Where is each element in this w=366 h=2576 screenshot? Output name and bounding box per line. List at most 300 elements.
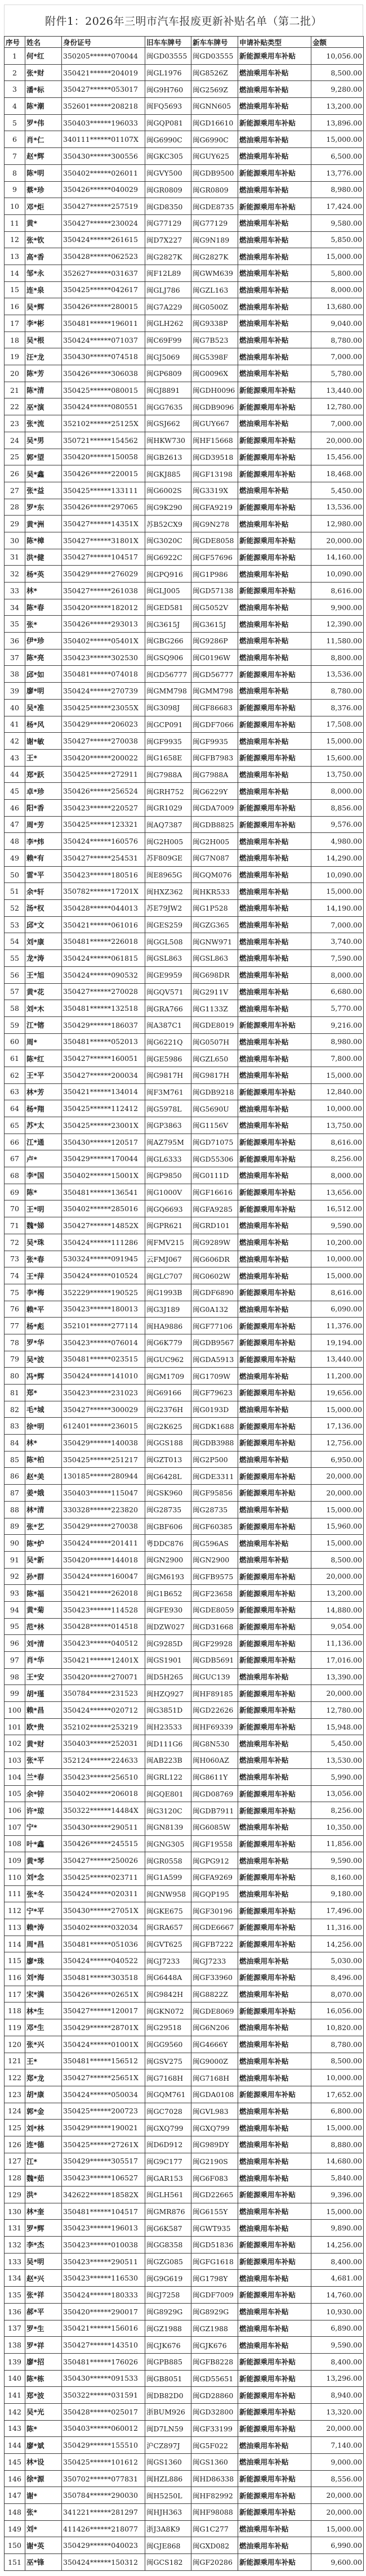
row-old-plate-cell: 闽GN8139 bbox=[145, 1818, 191, 1835]
row-id-number-cell: 352229******190525 bbox=[62, 1284, 145, 1301]
table-row bbox=[5, 2220, 364, 2237]
row-name-cell: 宋*满 bbox=[25, 1986, 62, 2002]
row-id-number-cell: 612401******236015 bbox=[62, 1418, 145, 1435]
row-amount-cell: 9,590.00 bbox=[311, 1217, 364, 1234]
row-old-plate-cell: 闽G6221Q bbox=[145, 1033, 191, 1050]
row-seq-cell: 7 bbox=[5, 148, 25, 165]
row-id-number-cell: 350424******141010 bbox=[62, 1368, 145, 1385]
row-amount-cell: 15,000.00 bbox=[311, 733, 364, 750]
row-name-cell: 江*通 bbox=[25, 1134, 62, 1150]
row-old-plate-cell: 闽GKC305 bbox=[145, 148, 191, 165]
row-subsidy-type-cell: 新能源乘用车补贴 bbox=[238, 2504, 311, 2521]
table-row bbox=[5, 2387, 364, 2404]
row-amount-cell: 6,990.00 bbox=[311, 2537, 364, 2554]
row-seq-cell: 30 bbox=[5, 532, 25, 549]
row-old-plate-cell: 闽GP9850 bbox=[145, 1167, 191, 1184]
row-amount-cell: 8,160.00 bbox=[311, 1869, 364, 1885]
row-old-plate-cell: 闽G1993B bbox=[145, 1284, 191, 1301]
row-seq-cell: 65 bbox=[5, 1117, 25, 1134]
row-amount-cell: 13,320.00 bbox=[311, 2403, 364, 2420]
table-row bbox=[5, 2253, 364, 2270]
row-seq-cell: 70 bbox=[5, 1200, 25, 1217]
row-name-cell: 陈*明 bbox=[25, 164, 62, 181]
row-seq-cell: 147 bbox=[5, 2487, 25, 2504]
row-old-plate-cell: 闽GBF606 bbox=[145, 1518, 191, 1535]
row-subsidy-type-cell: 新能源乘用车补贴 bbox=[238, 2487, 311, 2504]
row-id-number-cell: 350424******270739 bbox=[62, 683, 145, 700]
row-old-plate-cell: 闽GED581 bbox=[145, 599, 191, 616]
row-id-number-cell: 350421******134014 bbox=[62, 1083, 145, 1100]
table-row bbox=[5, 1468, 364, 1485]
row-id-number-cell: 350721******154562 bbox=[62, 432, 145, 449]
row-new-plate-cell: 闽GQM076 bbox=[191, 866, 238, 883]
row-subsidy-type-cell: 燃油乘用车补贴 bbox=[238, 281, 311, 298]
row-new-plate-cell: 闽HKR533 bbox=[191, 883, 238, 900]
row-old-plate-cell: 云FMJ067 bbox=[145, 1251, 191, 1267]
row-new-plate-cell: 闽G2H005 bbox=[191, 833, 238, 850]
row-subsidy-type-cell: 燃油乘用车补贴 bbox=[238, 181, 311, 198]
row-id-number-cell: 350423******256510 bbox=[62, 1768, 145, 1785]
row-seq-cell: 68 bbox=[5, 1167, 25, 1184]
row-name-cell: 张*祥 bbox=[25, 2287, 62, 2304]
row-old-plate-cell: 苏E79JW2 bbox=[145, 900, 191, 917]
row-name-cell: 张*钦 bbox=[25, 231, 62, 248]
row-name-cell: 杨*风 bbox=[25, 716, 62, 733]
row-subsidy-type-cell: 燃油乘用车补贴 bbox=[238, 148, 311, 165]
row-subsidy-type-cell: 燃油乘用车补贴 bbox=[238, 1451, 311, 1468]
row-subsidy-type-cell: 燃油乘用车补贴 bbox=[238, 1952, 311, 1969]
row-id-number-cell: 350421******262018 bbox=[62, 1585, 145, 1602]
row-seq-cell: 56 bbox=[5, 966, 25, 983]
row-seq-cell: 34 bbox=[5, 599, 25, 616]
row-new-plate-cell: 闽GF19558 bbox=[191, 1835, 238, 1852]
row-id-number-cell: 350424******040522 bbox=[62, 1952, 145, 1969]
table-row bbox=[5, 2120, 364, 2136]
row-seq-cell: 82 bbox=[5, 1401, 25, 1418]
row-amount-cell: 9,600.00 bbox=[311, 2554, 364, 2571]
row-id-number-cell: 350426******220015 bbox=[62, 465, 145, 482]
row-subsidy-type-cell: 燃油乘用车补贴 bbox=[238, 2203, 311, 2220]
row-old-plate-cell: 闽GJK676 bbox=[145, 2337, 191, 2354]
table-row bbox=[5, 2403, 364, 2420]
row-old-plate-cell: 闽AB223B bbox=[145, 1752, 191, 1769]
row-subsidy-type-cell: 燃油乘用车补贴 bbox=[238, 649, 311, 666]
row-subsidy-type-cell: 燃油乘用车补贴 bbox=[238, 2320, 311, 2337]
table-row bbox=[5, 1835, 364, 1852]
row-amount-cell: 7,000.00 bbox=[311, 415, 364, 432]
row-seq-cell: 139 bbox=[5, 2353, 25, 2370]
row-name-cell: 邓*炬 bbox=[25, 198, 62, 215]
row-seq-cell: 18 bbox=[5, 331, 25, 348]
row-id-number-cell: 350430******074518 bbox=[62, 348, 145, 365]
row-old-plate-cell: 闽GSL863 bbox=[145, 950, 191, 967]
row-old-plate-cell: 闽G7A229 bbox=[145, 298, 191, 315]
row-seq-cell: 100 bbox=[5, 1702, 25, 1719]
row-id-number-cell: 350429******170044 bbox=[62, 1150, 145, 1167]
row-id-number-cell: 350427******250026 bbox=[62, 1852, 145, 1869]
row-amount-cell: 8,000.00 bbox=[311, 281, 364, 298]
row-id-number-cell: 350424******180333 bbox=[62, 2287, 145, 2304]
row-id-number-cell: 350420******150058 bbox=[62, 449, 145, 465]
row-subsidy-type-cell: 燃油乘用车补贴 bbox=[238, 415, 311, 432]
row-id-number-cell: 350429******186037 bbox=[62, 1016, 145, 1033]
row-subsidy-type-cell: 燃油乘用车补贴 bbox=[238, 2220, 311, 2237]
row-seq-cell: 90 bbox=[5, 1535, 25, 1552]
row-subsidy-type-cell: 新能源乘用车补贴 bbox=[238, 499, 311, 516]
row-subsidy-type-cell: 燃油乘用车补贴 bbox=[238, 2437, 311, 2454]
row-name-cell: 洪* bbox=[25, 2187, 62, 2203]
row-id-number-cell: 350423******231023 bbox=[62, 1385, 145, 1401]
row-seq-cell: 124 bbox=[5, 2103, 25, 2120]
row-name-cell: 吴*波 bbox=[25, 1351, 62, 1368]
table-row bbox=[5, 2454, 364, 2471]
row-amount-cell: 6,800.00 bbox=[311, 2103, 364, 2120]
row-amount-cell: 17,424.00 bbox=[311, 198, 364, 215]
row-new-plate-cell: 闽GUC139 bbox=[191, 1668, 238, 1685]
row-id-number-cell: 350425******23055X bbox=[62, 699, 145, 716]
row-old-plate-cell: 闽E8965G bbox=[145, 866, 191, 883]
row-name-cell: 郑* bbox=[25, 1385, 62, 1401]
row-seq-cell: 138 bbox=[5, 2337, 25, 2354]
row-new-plate-cell: 闽GS1360 bbox=[191, 2454, 238, 2471]
row-id-number-cell: 350427******104517 bbox=[62, 549, 145, 566]
row-new-plate-cell: 闽G9286P bbox=[191, 633, 238, 649]
row-subsidy-type-cell: 新能源乘用车补贴 bbox=[238, 699, 311, 716]
row-name-cell: 邹*永 bbox=[25, 265, 62, 281]
row-subsidy-type-cell: 新能源乘用车补贴 bbox=[238, 1083, 311, 1100]
row-seq-cell: 116 bbox=[5, 1969, 25, 1986]
row-amount-cell: 10,090.00 bbox=[311, 866, 364, 883]
row-name-cell: 宁*平 bbox=[25, 1902, 62, 1919]
row-name-cell: 吴*新 bbox=[25, 1551, 62, 1568]
row-name-cell: 胡*康 bbox=[25, 2086, 62, 2103]
row-subsidy-type-cell: 新能源乘用车补贴 bbox=[238, 465, 311, 482]
row-old-plate-cell: 闽G6K587 bbox=[145, 2220, 191, 2237]
row-amount-cell: 6,680.00 bbox=[311, 983, 364, 1000]
row-subsidy-type-cell: 燃油乘用车补贴 bbox=[238, 1551, 311, 1568]
row-new-plate-cell: 闽GF16616 bbox=[191, 1184, 238, 1200]
row-name-cell: 李*杰 bbox=[25, 2237, 62, 2254]
row-id-number-cell: 350428******014518 bbox=[62, 1618, 145, 1635]
row-new-plate-cell: 闽GDE8735 bbox=[191, 198, 238, 215]
row-seq-cell: 103 bbox=[5, 1752, 25, 1769]
row-id-number-cell: 350426******306038 bbox=[62, 365, 145, 382]
row-new-plate-cell: 闽GRD101 bbox=[191, 1217, 238, 1234]
table-row bbox=[5, 499, 364, 516]
row-old-plate-cell: 闽G77129 bbox=[145, 214, 191, 231]
row-subsidy-type-cell: 燃油乘用车补贴 bbox=[238, 214, 311, 231]
row-subsidy-type-cell: 新能源乘用车补贴 bbox=[238, 2287, 311, 2304]
row-subsidy-type-cell: 燃油乘用车补贴 bbox=[238, 900, 311, 917]
table-row bbox=[5, 2203, 364, 2220]
table-row bbox=[5, 1418, 364, 1435]
table-row bbox=[5, 1685, 364, 1702]
row-old-plate-cell: 闽G29518 bbox=[145, 2019, 191, 2036]
row-id-number-cell: 350424******090532 bbox=[62, 966, 145, 983]
row-amount-cell: 8,800.00 bbox=[311, 649, 364, 666]
table-row bbox=[5, 1016, 364, 1033]
row-amount-cell: 15,000.00 bbox=[311, 131, 364, 148]
table-row bbox=[5, 1818, 364, 1835]
row-old-plate-cell: 闽G3120C bbox=[145, 1802, 191, 1819]
row-old-plate-cell: 闽GXQ799 bbox=[145, 2120, 191, 2136]
row-subsidy-type-cell: 新能源乘用车补贴 bbox=[238, 1418, 311, 1435]
row-subsidy-type-cell: 新能源乘用车补贴 bbox=[238, 398, 311, 415]
row-new-plate-cell: 闽GF9935 bbox=[191, 733, 238, 750]
row-id-number-cell: 350481******176026 bbox=[62, 2353, 145, 2370]
row-name-cell: 汪*龙 bbox=[25, 348, 62, 365]
row-seq-cell: 26 bbox=[5, 465, 25, 482]
row-old-plate-cell: 闽G1000V bbox=[145, 1184, 191, 1200]
row-name-cell: 赵*兴 bbox=[25, 2270, 62, 2287]
row-old-plate-cell: 闽GRL122 bbox=[145, 1768, 191, 1785]
row-id-number-cell: 350427******300029 bbox=[62, 1401, 145, 1418]
row-amount-cell: 5,030.00 bbox=[311, 1952, 364, 1969]
row-old-plate-cell: 闽GAR153 bbox=[145, 2170, 191, 2187]
row-seq-cell: 87 bbox=[5, 1485, 25, 1502]
row-id-number-cell: 350428******025017 bbox=[62, 2403, 145, 2420]
row-subsidy-type-cell: 新能源乘用车补贴 bbox=[238, 1150, 311, 1167]
row-old-plate-cell: 闽GJ7233 bbox=[145, 1952, 191, 1969]
row-old-plate-cell: 闽GE9959 bbox=[145, 966, 191, 983]
row-new-plate-cell: 闽GD71075 bbox=[191, 1134, 238, 1150]
document-title: 附件1：2026年三明市汽车报废更新补贴名单（第二批） bbox=[4, 5, 363, 36]
row-amount-cell: 13,296.00 bbox=[311, 2370, 364, 2387]
row-new-plate-cell: 闽GDE8059 bbox=[191, 1601, 238, 1618]
row-subsidy-type-cell: 新能源乘用车补贴 bbox=[238, 1284, 311, 1301]
table-row bbox=[5, 1869, 364, 1885]
row-subsidy-type-cell: 燃油乘用车补贴 bbox=[238, 1768, 311, 1785]
row-amount-cell: 18,468.00 bbox=[311, 465, 364, 482]
table-row bbox=[5, 1100, 364, 1117]
table-row bbox=[5, 1986, 364, 2002]
row-name-cell: 郭*金 bbox=[25, 2103, 62, 2120]
row-amount-cell: 8,856.00 bbox=[311, 799, 364, 816]
table-row bbox=[5, 1768, 364, 1785]
row-amount-cell: 8,880.00 bbox=[311, 2136, 364, 2153]
row-amount-cell: 11,856.00 bbox=[311, 1835, 364, 1852]
row-name-cell: 毛*城 bbox=[25, 1401, 62, 1418]
table-row bbox=[5, 1050, 364, 1067]
row-amount-cell: 6,890.00 bbox=[311, 2320, 364, 2337]
row-id-number-cell: 350426******02651X bbox=[62, 1986, 145, 2002]
table-row bbox=[5, 583, 364, 599]
row-subsidy-type-cell: 燃油乘用车补贴 bbox=[238, 850, 311, 867]
row-old-plate-cell: 闽G1B652 bbox=[145, 1585, 191, 1602]
row-amount-cell: 8,000.00 bbox=[311, 966, 364, 983]
row-new-plate-cell: 闽GDF7009 bbox=[191, 2287, 238, 2304]
row-seq-cell: 13 bbox=[5, 248, 25, 265]
row-seq-cell: 96 bbox=[5, 1635, 25, 1652]
row-amount-cell: 13,750.00 bbox=[311, 766, 364, 783]
row-name-cell: 郝*平 bbox=[25, 2303, 62, 2320]
row-id-number-cell: 350426******280015 bbox=[62, 298, 145, 315]
table-row bbox=[5, 1234, 364, 1251]
table-row bbox=[5, 799, 364, 816]
row-id-number-cell: 350429******276029 bbox=[62, 566, 145, 583]
row-old-plate-cell: 闽G1A599 bbox=[145, 1869, 191, 1885]
table-row bbox=[5, 1785, 364, 1802]
row-amount-cell: 9,000.00 bbox=[311, 2454, 364, 2471]
row-seq-cell: 67 bbox=[5, 1150, 25, 1167]
row-subsidy-type-cell: 燃油乘用车补贴 bbox=[238, 81, 311, 98]
row-new-plate-cell: 闽GQP195 bbox=[191, 1885, 238, 1902]
row-old-plate-cell: 闽HZL886 bbox=[145, 2470, 191, 2487]
row-new-plate-cell: 闽GF13198 bbox=[191, 465, 238, 482]
row-id-number-cell: 350425******200723 bbox=[62, 2103, 145, 2120]
table-row bbox=[5, 98, 364, 115]
row-name-cell: 魏*娣 bbox=[25, 1217, 62, 1234]
row-id-number-cell: 350427******230024 bbox=[62, 214, 145, 231]
row-new-plate-cell: 闽G1798Y bbox=[191, 2270, 238, 2287]
row-new-plate-cell: 闽G1156V bbox=[191, 1117, 238, 1134]
row-seq-cell: 115 bbox=[5, 1952, 25, 1969]
row-id-number-cell: 350402******05401X bbox=[62, 633, 145, 649]
row-name-cell: 周*芳 bbox=[25, 816, 62, 833]
row-old-plate-cell: 闽D7X227 bbox=[145, 231, 191, 248]
row-amount-cell: 9,216.00 bbox=[311, 1016, 364, 1033]
row-new-plate-cell: 闽H060AZ bbox=[191, 1752, 238, 1769]
row-name-cell: 卢* bbox=[25, 1150, 62, 1167]
row-amount-cell: 15,600.00 bbox=[311, 749, 364, 766]
row-seq-cell: 10 bbox=[5, 198, 25, 215]
row-subsidy-type-cell: 燃油乘用车补贴 bbox=[238, 2103, 311, 2120]
table-row bbox=[5, 1451, 364, 1468]
row-old-plate-cell: 闽DB82D0 bbox=[145, 2387, 191, 2404]
row-name-cell: 卓*珍 bbox=[25, 783, 62, 800]
row-new-plate-cell: 闽G606DR bbox=[191, 1251, 238, 1267]
row-subsidy-type-cell: 燃油乘用车补贴 bbox=[238, 315, 311, 332]
row-subsidy-type-cell: 新能源乘用车补贴 bbox=[238, 164, 311, 181]
table-row bbox=[5, 766, 364, 783]
row-old-plate-cell: 闽GS1360 bbox=[145, 2454, 191, 2471]
table-row bbox=[5, 1083, 364, 1100]
row-amount-cell: 9,590.00 bbox=[311, 2337, 364, 2354]
row-old-plate-cell: 闽G7168H bbox=[145, 2069, 191, 2086]
row-seq-cell: 36 bbox=[5, 633, 25, 649]
row-old-plate-cell: 闽D5H265 bbox=[145, 1668, 191, 1685]
row-seq-cell: 51 bbox=[5, 883, 25, 900]
row-subsidy-type-cell: 燃油乘用车补贴 bbox=[238, 983, 311, 1000]
row-amount-cell: 13,896.00 bbox=[311, 114, 364, 131]
row-old-plate-cell: 闽GQP081 bbox=[145, 114, 191, 131]
row-subsidy-type-cell: 燃油乘用车补贴 bbox=[238, 766, 311, 783]
row-name-cell: 陈*樟 bbox=[25, 532, 62, 549]
row-id-number-cell: 350481******074018 bbox=[62, 666, 145, 683]
row-new-plate-cell: 闽GWT935 bbox=[191, 2220, 238, 2237]
table-row bbox=[5, 482, 364, 499]
table-row bbox=[5, 549, 364, 566]
row-seq-cell: 48 bbox=[5, 833, 25, 850]
row-new-plate-cell: 闽GFB9575 bbox=[191, 1568, 238, 1585]
table-row bbox=[5, 1668, 364, 1685]
row-old-plate-cell: 闽G69166 bbox=[145, 1385, 191, 1401]
row-name-cell: 张*财 bbox=[25, 64, 62, 81]
row-seq-cell: 95 bbox=[5, 1618, 25, 1635]
row-amount-cell: 8,256.00 bbox=[311, 1802, 364, 1819]
row-seq-cell: 102 bbox=[5, 1735, 25, 1752]
table-row bbox=[5, 1318, 364, 1334]
row-new-plate-cell: 闽GD55651 bbox=[191, 2370, 238, 2387]
row-amount-cell: 15,456.00 bbox=[311, 449, 364, 465]
row-id-number-cell: 350427******254531 bbox=[62, 850, 145, 867]
row-subsidy-type-cell: 燃油乘用车补贴 bbox=[238, 1000, 311, 1017]
row-seq-cell: 77 bbox=[5, 1318, 25, 1334]
row-old-plate-cell: 闽HXZ362 bbox=[145, 883, 191, 900]
row-id-number-cell: 350420******290017 bbox=[62, 2303, 145, 2320]
row-seq-cell: 122 bbox=[5, 2069, 25, 2086]
row-id-number-cell: 350424******061815 bbox=[62, 950, 145, 967]
row-amount-cell: 10,200.00 bbox=[311, 1234, 364, 1251]
row-subsidy-type-cell: 燃油乘用车补贴 bbox=[238, 482, 311, 499]
row-seq-cell: 21 bbox=[5, 382, 25, 398]
row-new-plate-cell: 闽GDE8019 bbox=[191, 1016, 238, 1033]
table-row bbox=[5, 1802, 364, 1819]
row-old-plate-cell: 闽GSK960 bbox=[145, 1485, 191, 1502]
row-id-number-cell: 350481******136541 bbox=[62, 1184, 145, 1200]
row-seq-cell: 4 bbox=[5, 98, 25, 115]
table-row bbox=[5, 148, 364, 165]
row-new-plate-cell: 闽G8929G bbox=[191, 2303, 238, 2320]
row-seq-cell: 129 bbox=[5, 2187, 25, 2203]
row-seq-cell: 86 bbox=[5, 1468, 25, 1485]
row-old-plate-cell: 闽GLH262 bbox=[145, 315, 191, 332]
table-row bbox=[5, 365, 364, 382]
row-name-cell: 吴*辉 bbox=[25, 298, 62, 315]
row-subsidy-type-cell: 新能源乘用车补贴 bbox=[238, 1435, 311, 1451]
row-name-cell: 郭*望 bbox=[25, 449, 62, 465]
row-old-plate-cell: 闽GSQ906 bbox=[145, 649, 191, 666]
row-seq-cell: 94 bbox=[5, 1601, 25, 1618]
row-name-cell: 余*锌 bbox=[25, 1785, 62, 1802]
row-amount-cell: 5,850.00 bbox=[311, 231, 364, 248]
row-old-plate-cell: 闽G9G619 bbox=[145, 2270, 191, 2287]
row-amount-cell: 6,500.00 bbox=[311, 148, 364, 165]
row-new-plate-cell: 闽G6085W bbox=[191, 1818, 238, 1835]
row-amount-cell: 15,960.00 bbox=[311, 1518, 364, 1535]
row-old-plate-cell: 闽HJH363 bbox=[145, 2504, 191, 2521]
row-name-cell: 黄*菊 bbox=[25, 1601, 62, 1618]
row-name-cell: 林*清 bbox=[25, 1501, 62, 1518]
row-new-plate-cell: 闽GZL650 bbox=[191, 1050, 238, 1067]
row-seq-cell: 17 bbox=[5, 315, 25, 332]
row-subsidy-type-cell: 燃油乘用车补贴 bbox=[238, 231, 311, 248]
row-id-number-cell: 350425******272911 bbox=[62, 766, 145, 783]
row-new-plate-cell: 闽G9289W bbox=[191, 1234, 238, 1251]
row-subsidy-type-cell: 新能源乘用车补贴 bbox=[238, 198, 311, 215]
row-seq-cell: 8 bbox=[5, 164, 25, 181]
row-old-plate-cell: 闽F12L89 bbox=[145, 265, 191, 281]
row-amount-cell: 8,940.00 bbox=[311, 2387, 364, 2404]
row-old-plate-cell: 闽H23533 bbox=[145, 1718, 191, 1735]
row-old-plate-cell: 闽GS1901 bbox=[145, 1652, 191, 1669]
row-subsidy-type-cell: 新能源乘用车补贴 bbox=[238, 799, 311, 816]
row-new-plate-cell: 闽G28735 bbox=[191, 1501, 238, 1518]
row-new-plate-cell: 闽GXQ799 bbox=[191, 2120, 238, 2136]
row-subsidy-type-cell: 新能源乘用车补贴 bbox=[238, 432, 311, 449]
row-amount-cell: 14,680.00 bbox=[311, 2153, 364, 2170]
row-subsidy-type-cell: 燃油乘用车补贴 bbox=[238, 2019, 311, 2036]
row-id-number-cell: 350403******252031 bbox=[62, 1735, 145, 1752]
column-header-seq: 序号 bbox=[5, 37, 25, 48]
row-subsidy-type-cell: 新能源乘用车补贴 bbox=[238, 1785, 311, 1802]
row-seq-cell: 137 bbox=[5, 2320, 25, 2337]
table-row bbox=[5, 833, 364, 850]
table-row bbox=[5, 1267, 364, 1284]
row-old-plate-cell: 闽G3851D bbox=[145, 1702, 191, 1719]
row-subsidy-type-cell: 新能源乘用车补贴 bbox=[238, 2470, 311, 2487]
row-amount-cell: 8,616.00 bbox=[311, 1134, 364, 1150]
